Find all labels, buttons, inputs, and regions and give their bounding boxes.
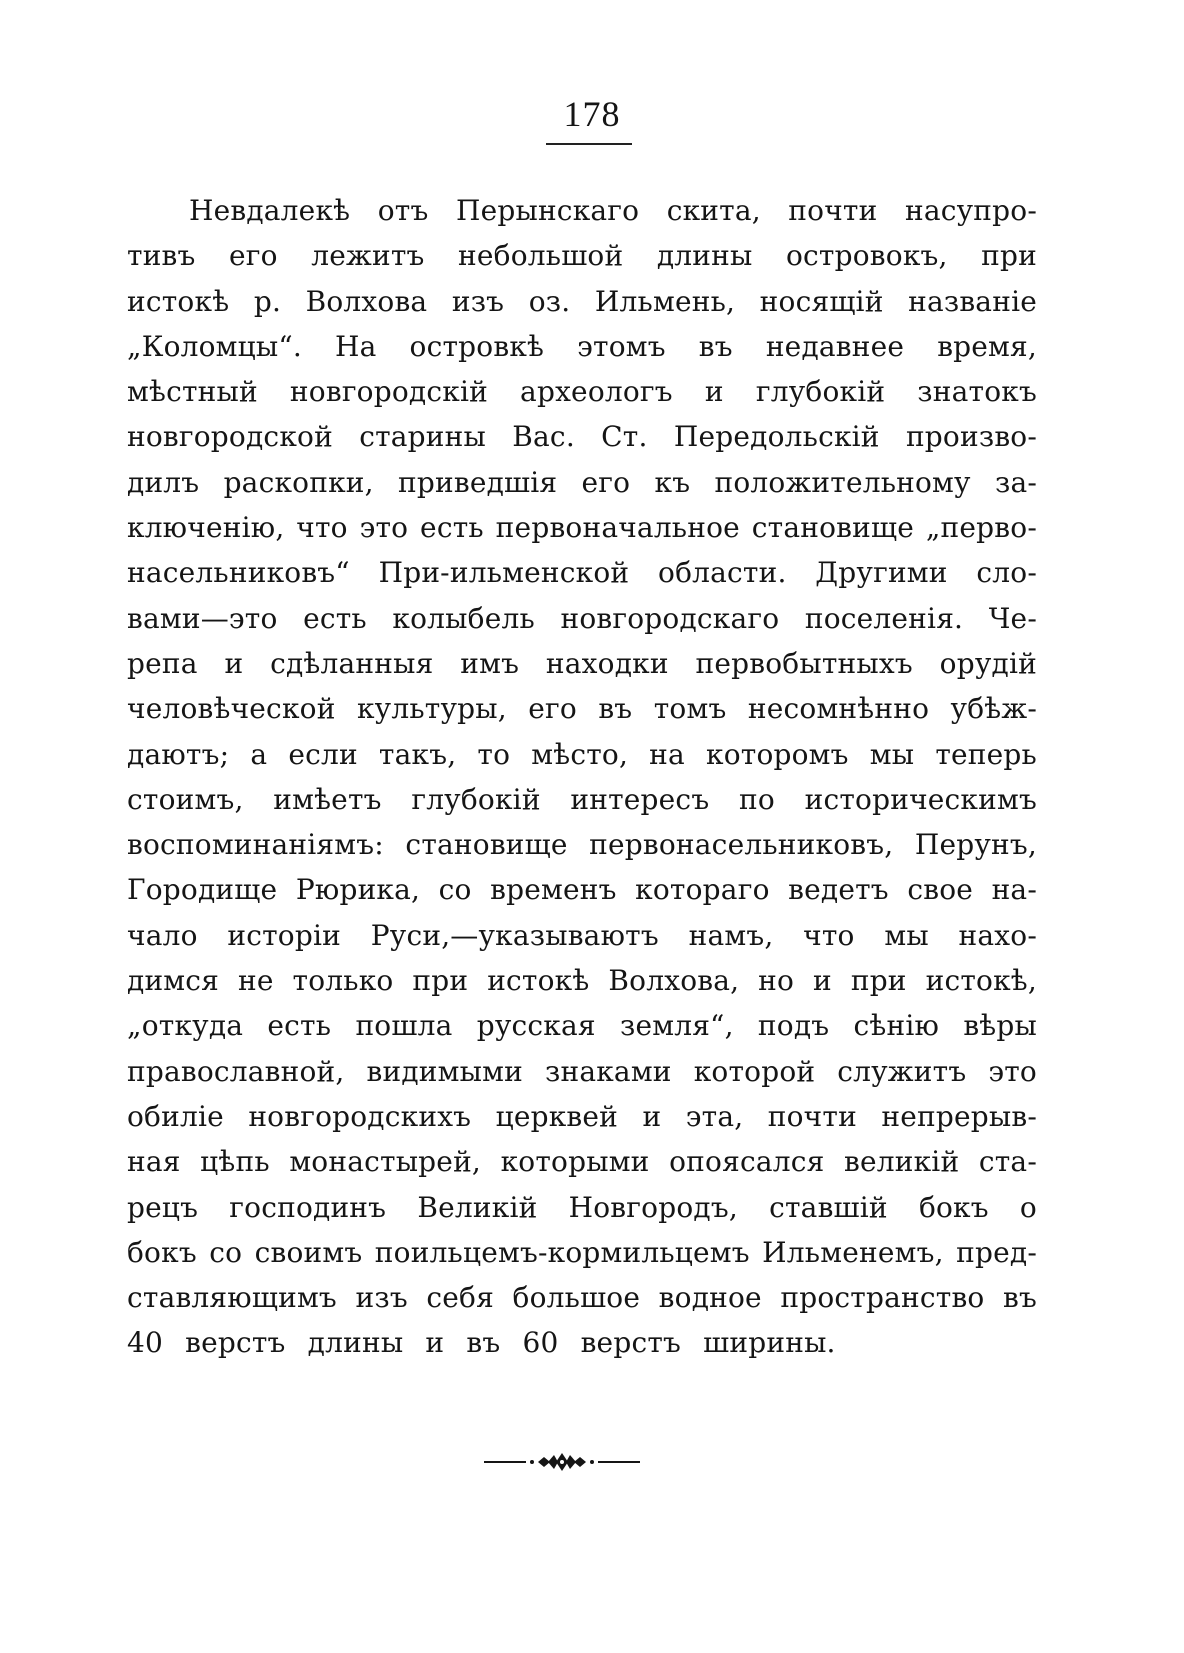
text-line: ставляющимъ изъ себя большое водное пространство въ bbox=[127, 1281, 1037, 1315]
text-line: насельниковъ“ При-ильменской области. Другими сло- bbox=[127, 556, 1037, 590]
text-line: даютъ; а если такъ, то мѣсто, на которомъ мы теперь bbox=[127, 737, 1037, 771]
text-line: „откуда есть пошла русская земля“, подъ сѣнію вѣры bbox=[127, 1009, 1037, 1043]
text-line: Городище Рюрика, со временъ котораго ведетъ свое на- bbox=[127, 873, 1037, 907]
text-line: чало исторіи Руси,—указываютъ намъ, что мы нахо- bbox=[127, 918, 1037, 952]
body-text bbox=[127, 188, 1037, 1366]
text-line: „Коломцы“. На островкѣ этомъ въ недавнее время, bbox=[127, 329, 1037, 363]
text-line: рецъ господинъ Великій Новгородъ, ставшій бокъ о bbox=[127, 1190, 1037, 1224]
text-line: православной, видимыми знаками которой служитъ это bbox=[127, 1054, 1037, 1088]
text-line: ная цѣпь монастырей, которыми опоясался великій ста- bbox=[127, 1145, 1037, 1179]
fleuron-tail-piece-icon bbox=[482, 1450, 642, 1474]
text-line: димся не только при истокѣ Волхова, но и при истокѣ, bbox=[127, 964, 1037, 998]
text-line: дилъ раскопки, приведшія его къ положительному за- bbox=[127, 465, 1037, 499]
text-line: воспоминаніямъ: становище первонасельниковъ, Перунъ, bbox=[127, 828, 1037, 862]
text-line: стоимъ, имѣетъ глубокій интересъ по историческимъ bbox=[127, 782, 1037, 816]
page-number: 178 bbox=[563, 94, 621, 134]
text-line: 40 верстъ длины и въ 60 верстъ ширины. bbox=[127, 1326, 836, 1360]
text-line: истокѣ р. Волхова изъ оз. Ильмень, носящій названіе bbox=[127, 284, 1037, 318]
text-line: ключенію, что это есть первоначальное становище „перво- bbox=[127, 511, 1037, 545]
text-line: Невдалекѣ отъ Перынскаго скита, почти насупро- bbox=[189, 194, 1037, 227]
text-line: новгородской старины Вас. Ст. Передольскій произво- bbox=[127, 420, 1037, 454]
page-number-rule bbox=[546, 143, 632, 145]
text-line: человѣческой культуры, его въ томъ несомнѣнно убѣж- bbox=[127, 692, 1037, 726]
text-line: репа и сдѣланныя имъ находки первобытныхъ орудій bbox=[127, 646, 1037, 680]
text-line: вами—это есть колыбель новгородскаго поселенія. Че- bbox=[127, 601, 1037, 635]
text-line: мѣстный новгородскій археологъ и глубокій знатокъ bbox=[127, 375, 1037, 409]
text-line: обиліе новгородскихъ церквей и эта, почти непрерыв- bbox=[127, 1099, 1037, 1133]
text-line: тивъ его лежитъ небольшой длины островокъ, при bbox=[127, 239, 1037, 273]
text-line: бокъ со своимъ поильцемъ-кормильцемъ Ильменемъ, пред- bbox=[127, 1235, 1037, 1269]
